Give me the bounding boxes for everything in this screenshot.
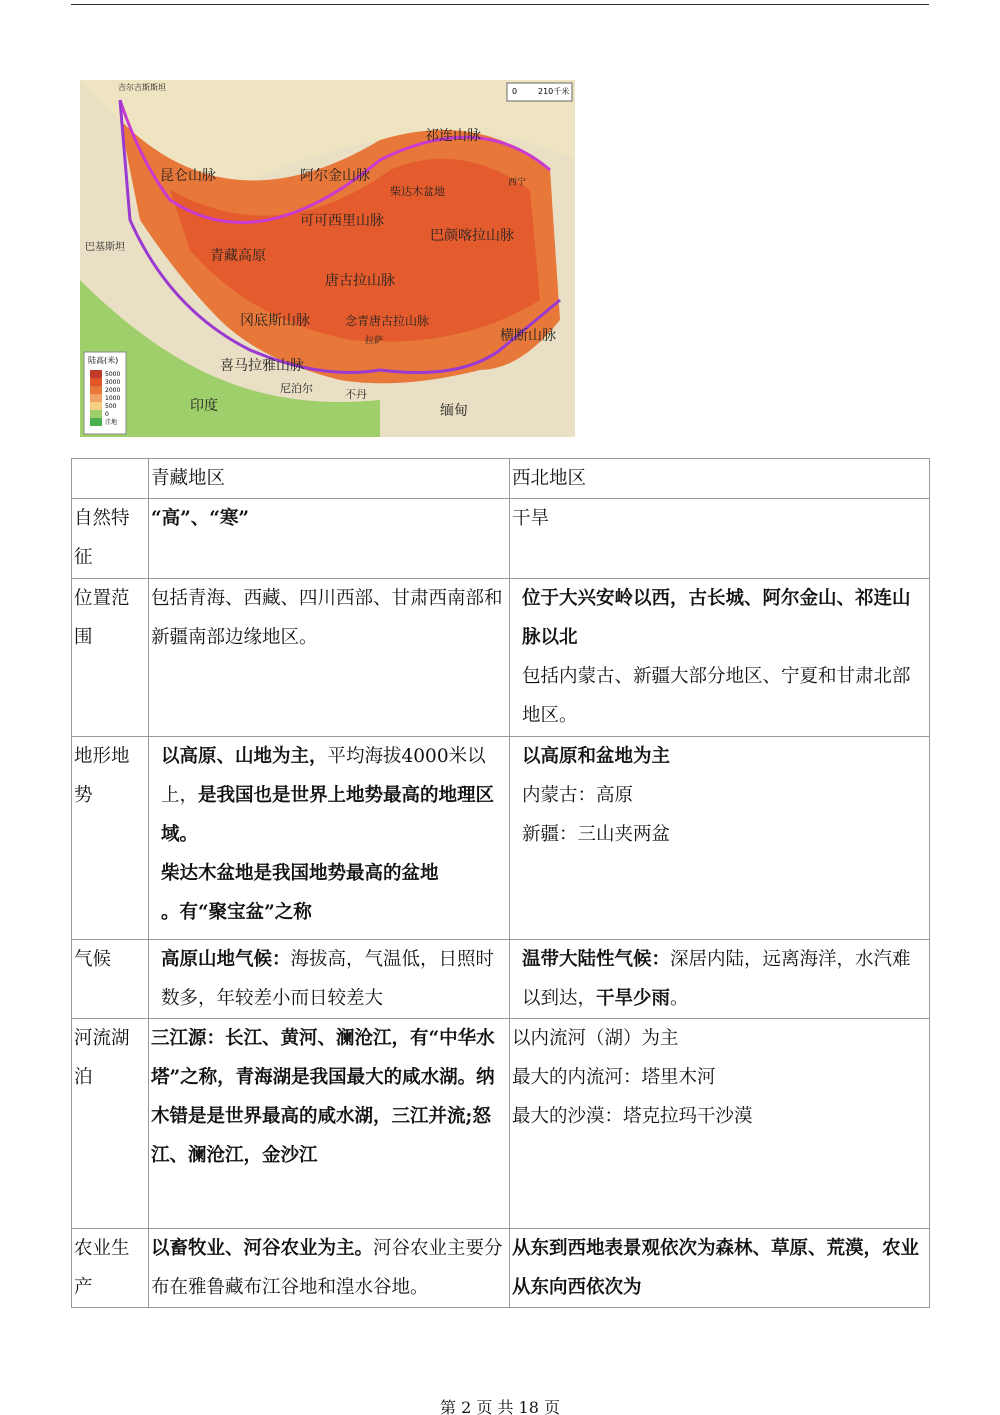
row-label: 地形地势 xyxy=(72,737,149,940)
legend-level: 500 xyxy=(105,403,117,410)
text: 以内流河（湖）为主 xyxy=(512,1028,679,1049)
text: 最大的沙漠：塔克拉玛干沙漠 xyxy=(512,1106,753,1127)
xibei-cell xyxy=(510,579,930,737)
bold-text: 位于大兴安岭以西，古长城、阿尔金山、祁连山脉以北 xyxy=(522,588,911,648)
header-cell: 青藏地区 xyxy=(149,459,510,499)
row-label: 气候 xyxy=(72,940,149,1019)
map-label-qaidam: 柴达木盆地 xyxy=(390,185,445,198)
text: 。 xyxy=(670,988,689,1009)
table-row xyxy=(72,579,930,737)
text: 深居内陆，远离海洋，水汽难以到达， xyxy=(522,949,911,1009)
bold-text: 柴达木盆地是我国地势最高的盆地 xyxy=(161,863,439,884)
table-row xyxy=(72,499,930,579)
row-label: 位置范围 xyxy=(72,579,149,737)
legend-level: 0 xyxy=(105,411,109,418)
bold-text: 从东到西地表景观依次为森林、草原、荒漠，农业从东向西依次为 xyxy=(512,1238,920,1298)
text: 干旱 xyxy=(512,508,550,529)
bold-text: 高原山地气候： xyxy=(161,949,291,970)
map-scale-distance: 210千米 xyxy=(538,87,570,96)
map-label-tanggula: 唐古拉山脉 xyxy=(325,273,395,289)
qingzang-cell xyxy=(149,737,510,940)
bold-text: 温带大陆性气候： xyxy=(522,949,671,970)
map-label-bayan: 巴颜喀拉山脉 xyxy=(430,228,514,244)
header-rule xyxy=(71,4,929,5)
map-label-kekexili: 可可西里山脉 xyxy=(300,213,384,229)
map-label-lhasa: 拉萨 xyxy=(365,336,384,346)
header-cell xyxy=(72,459,149,499)
text: 包括青海、西藏、四川西部、甘肃西南部和新疆南部边缘地区。 xyxy=(151,588,503,648)
map-label-nianqing: 念青唐古拉山脉 xyxy=(345,314,430,328)
map-legend xyxy=(84,352,126,434)
xibei-cell xyxy=(510,1019,930,1229)
legend-level: 5000 xyxy=(105,371,121,378)
qingzang-cell xyxy=(149,1229,510,1308)
map-label-nepal: 尼泊尔 xyxy=(280,382,313,395)
map-label-gangdise: 冈底斯山脉 xyxy=(240,313,310,329)
map-label-himalaya: 喜马拉雅山脉 xyxy=(220,358,304,374)
bold-text: 。有“聚宝盆”之称 xyxy=(161,902,312,923)
legend-level: 3000 xyxy=(105,379,121,386)
xibei-cell xyxy=(510,737,930,940)
text: 新疆：三山夹两盆 xyxy=(522,824,671,845)
qingzang-cell xyxy=(149,940,510,1019)
map-scale-zero: 0 xyxy=(512,87,518,96)
qingzang-cell xyxy=(149,1019,510,1229)
map-label-india: 印度 xyxy=(190,398,218,414)
text: 最大的内流河：塔里木河 xyxy=(512,1067,716,1088)
bold-text: 三江源：长江、黄河、澜沧江，有“中华水塔”之称，青海湖是我国最大的咸水湖。纳木错是是世界最高的咸水湖，三江并流;怒江、澜沧江，金沙江 xyxy=(151,1028,495,1166)
region-comparison-table xyxy=(71,458,930,1308)
bold-text: “高”、“寒” xyxy=(151,508,250,529)
qingzang-cell xyxy=(149,499,510,579)
text: 河谷农业主要分布在雅鲁藏布江谷地和湟水谷地。 xyxy=(151,1238,503,1298)
map-label-bhutan: 不丹 xyxy=(345,388,367,401)
map-label-aerjin: 阿尔金山脉 xyxy=(300,168,370,184)
bold-text: 以高原、山地为主， xyxy=(161,746,328,767)
bold-text: 以畜牧业、河谷农业为主。 xyxy=(151,1238,374,1259)
table-row xyxy=(72,1229,930,1308)
table-row xyxy=(72,737,930,940)
xibei-cell xyxy=(510,940,930,1019)
legend-title: 陆高(米) xyxy=(88,356,119,365)
header-cell: 西北地区 xyxy=(510,459,930,499)
text: 包括内蒙古、新疆大部分地区、宁夏和甘肃北部地区。 xyxy=(522,666,911,726)
bold-text: 以高原和盆地为主 xyxy=(522,746,671,767)
map-label-xining: 西宁 xyxy=(508,178,527,188)
row-label: 农业生产 xyxy=(72,1229,149,1308)
text: 海拔高，气温低，日照时数多，年较差小而日较差大 xyxy=(161,949,495,1009)
xibei-cell xyxy=(510,1229,930,1308)
text: 平均海拔4000米以上， xyxy=(161,746,486,806)
qingzang-cell xyxy=(149,579,510,737)
bold-text: 是我国也是世界上地势最高的地理区域。 xyxy=(161,785,495,845)
map-label-myanmar: 缅甸 xyxy=(440,403,468,419)
xibei-cell xyxy=(510,499,930,579)
qinghai-tibet-map xyxy=(80,80,575,437)
table-header-row xyxy=(72,459,930,499)
map-label-plateau: 青藏高原 xyxy=(210,248,266,264)
table-row xyxy=(72,1019,930,1229)
legend-level: 洼地 xyxy=(105,419,118,426)
row-label: 河流湖泊 xyxy=(72,1019,149,1229)
map-label-qilian: 祁连山脉 xyxy=(425,128,481,144)
table-row xyxy=(72,940,930,1019)
map-label-pakistan: 巴基斯坦 xyxy=(85,242,125,253)
map-label-kyrgyz: 吉尔吉斯斯坦 xyxy=(118,83,166,92)
page-footer: 第 2 页 共 18 页 xyxy=(440,1398,560,1415)
legend-level: 2000 xyxy=(105,387,121,394)
text: 内蒙古：高原 xyxy=(522,785,634,806)
bold-text: 干旱少雨 xyxy=(596,988,671,1009)
row-label: 自然特征 xyxy=(72,499,149,579)
legend-level: 1000 xyxy=(105,395,121,402)
map-label-kunlun: 昆仑山脉 xyxy=(160,168,216,184)
map-label-hengduan: 横断山脉 xyxy=(500,328,556,344)
